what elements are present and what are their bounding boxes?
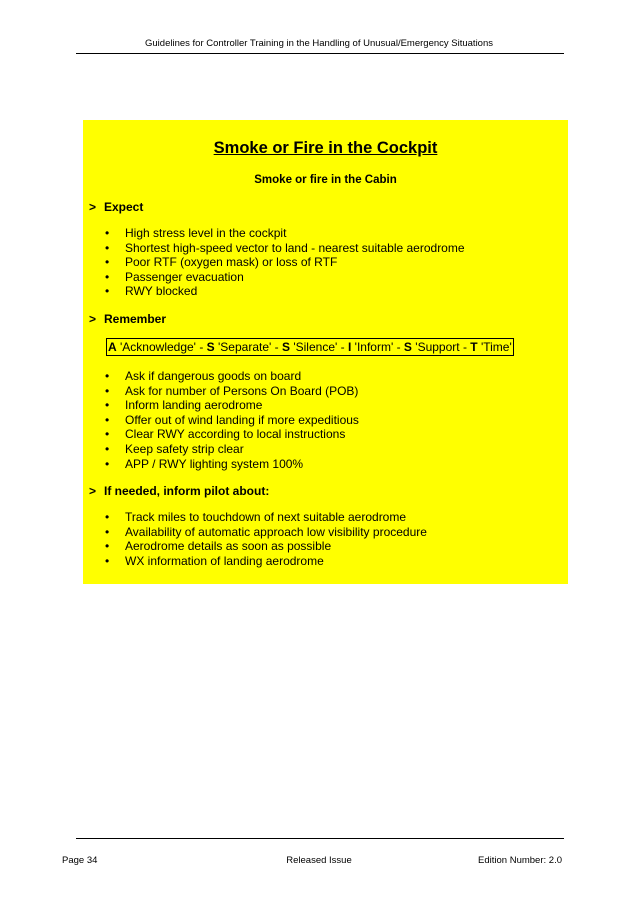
mnemonic-separator: - xyxy=(271,340,282,354)
section-label: If needed, inform pilot about: xyxy=(104,484,270,498)
bullet-icon: • xyxy=(105,441,110,456)
list-item-text: WX information of landing aerodrome xyxy=(125,553,324,568)
edition-number: Edition Number: 2.0 xyxy=(478,855,562,866)
footer-divider xyxy=(76,838,564,839)
list-item xyxy=(105,384,359,399)
running-header: Guidelines for Controller Training in the Handling of Unusual/Emergency Situations xyxy=(145,38,493,49)
section-expect-heading xyxy=(89,200,143,214)
mnemonic-letter: S xyxy=(206,340,215,354)
bullet-icon: • xyxy=(105,427,110,442)
mnemonic-separator: - xyxy=(459,340,471,354)
list-item xyxy=(105,539,427,554)
list-item-text: Offer out of wind landing if more expeditious xyxy=(125,412,359,427)
section-inform-heading xyxy=(89,484,269,498)
header-divider xyxy=(76,53,564,54)
list-item-text: Ask for number of Persons On Board (POB) xyxy=(125,383,359,398)
list-item-text: Availability of automatic approach low visibility procedure xyxy=(125,524,427,539)
list-item xyxy=(105,270,465,285)
section-label: Remember xyxy=(104,312,167,326)
bullet-icon: • xyxy=(105,412,110,427)
mnemonic-word: 'Separate' xyxy=(218,340,272,354)
mnemonic-word: 'Inform' xyxy=(354,340,394,354)
list-item-text: Aerodrome details as soon as possible xyxy=(125,539,332,554)
bullet-icon: • xyxy=(105,240,110,255)
list-item xyxy=(105,255,465,270)
mnemonic-word: 'Time' xyxy=(480,340,512,354)
list-item xyxy=(105,226,465,241)
section-marker: > xyxy=(89,200,97,214)
list-item xyxy=(105,554,427,569)
checklist-box xyxy=(83,120,568,584)
inform-list xyxy=(105,510,427,568)
bullet-icon: • xyxy=(105,255,110,270)
section-remember-heading xyxy=(89,312,166,326)
mnemonic-letter: A xyxy=(108,340,117,354)
document-status: Released Issue xyxy=(286,855,352,866)
expect-list xyxy=(105,226,465,299)
checklist-subtitle: Smoke or fire in the Cabin xyxy=(254,174,397,186)
mnemonic-word: 'Support xyxy=(415,340,460,354)
bullet-icon: • xyxy=(105,524,110,539)
list-item-text: Passenger evacuation xyxy=(125,269,244,284)
list-item xyxy=(105,457,359,472)
list-item xyxy=(105,398,359,413)
bullet-icon: • xyxy=(105,284,110,299)
list-item-text: Inform landing aerodrome xyxy=(125,398,263,413)
mnemonic-letter: S xyxy=(281,340,290,354)
mnemonic-separator: - xyxy=(337,340,348,354)
list-item xyxy=(105,442,359,457)
mnemonic-letter: I xyxy=(347,340,352,354)
bullet-icon: • xyxy=(105,456,110,471)
bullet-icon: • xyxy=(105,398,110,413)
checklist-title: Smoke or Fire in the Cockpit xyxy=(213,139,438,157)
list-item-text: Track miles to touchdown of next suitable aerodrome xyxy=(125,510,407,524)
mnemonic-separator: - xyxy=(393,340,404,354)
list-item xyxy=(105,510,427,525)
list-item-text: Ask if dangerous goods on board xyxy=(125,369,302,383)
remember-list xyxy=(105,369,359,471)
bullet-icon: • xyxy=(105,226,110,240)
list-item xyxy=(105,241,465,256)
bullet-icon: • xyxy=(105,510,110,524)
list-item xyxy=(105,525,427,540)
list-item-text: RWY blocked xyxy=(125,284,198,299)
bullet-icon: • xyxy=(105,539,110,554)
mnemonic-letter: S xyxy=(403,340,412,354)
mnemonic-word: 'Acknowledge' xyxy=(120,340,196,354)
mnemonic-letter: T xyxy=(470,340,478,354)
list-item-text: APP / RWY lighting system 100% xyxy=(125,456,304,471)
list-item-text: Shortest high-speed vector to land - nearest suitable aerodrome xyxy=(125,240,465,255)
list-item-text: High stress level in the cockpit xyxy=(125,226,287,240)
section-label: Expect xyxy=(104,200,144,214)
list-item xyxy=(105,284,465,299)
list-item xyxy=(105,369,359,384)
section-marker: > xyxy=(89,484,97,498)
bullet-icon: • xyxy=(105,269,110,284)
list-item xyxy=(105,413,359,428)
list-item-text: Clear RWY according to local instructions xyxy=(125,427,346,442)
list-item-text: Poor RTF (oxygen mask) or loss of RTF xyxy=(125,255,338,270)
bullet-icon: • xyxy=(105,369,110,383)
assist-mnemonic xyxy=(106,338,514,356)
bullet-icon: • xyxy=(105,383,110,398)
list-item-text: Keep safety strip clear xyxy=(125,441,244,456)
bullet-icon: • xyxy=(105,553,110,568)
section-marker: > xyxy=(89,312,97,326)
mnemonic-word: 'Silence' xyxy=(293,340,338,354)
mnemonic-separator: - xyxy=(195,340,207,354)
page-number: Page 34 xyxy=(62,855,98,866)
list-item xyxy=(105,427,359,442)
